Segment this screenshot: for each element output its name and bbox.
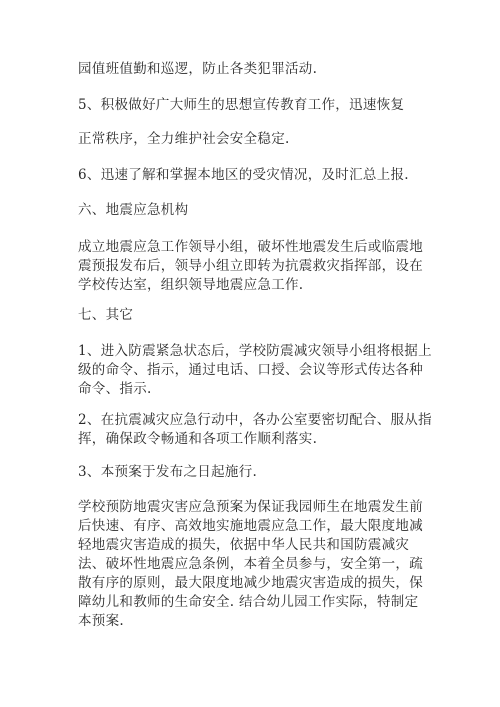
text-line: 5、积极做好广大师生的思想宣传教育工作，迅速恢复 (78, 97, 405, 113)
text-line: 6、迅速了解和掌握本地区的受灾情况，及时汇总上报. (78, 167, 409, 183)
paragraph-item-2 (78, 411, 432, 449)
text-line: 学校预防地震灾害应急预案为保证我园师生在地震发生前 (78, 499, 423, 515)
text-line: 法、破坏性地震应急条例，本着全员参与，安全第一，疏 (78, 556, 423, 572)
text-line: 障幼儿和教师的生命安全. 结合幼儿园工作实际，特制定 (78, 594, 419, 610)
section-heading-7 (78, 306, 426, 325)
paragraph-summary (78, 498, 426, 631)
text-line: 命令、指示. (78, 381, 152, 397)
text-line: 正常秩序，全力维护社会安全稳定. (78, 131, 290, 147)
text-line: 1、进入防震紧急状态后，学校防震减灾领导小组将根据上 (78, 343, 432, 359)
text-line: 3、本预案于发布之日起施行. (78, 464, 258, 480)
text-line: 2、在抗震减灾应急行动中，各办公室要密切配合、服从指 (78, 412, 432, 428)
text-line: 散有序的原则，最大限度地减少地震灾害造成的损失，保 (78, 575, 423, 591)
paragraph-item-3 (78, 463, 426, 482)
paragraph-item-1 (78, 342, 432, 399)
text-line: 后快速、有序、高效地实施地震应急工作，最大限度地减 (78, 518, 423, 534)
text-line: 学校传达室，组织领导地震应急工作. (78, 277, 304, 293)
paragraph-item-5 (78, 96, 426, 115)
paragraph-patrol (78, 60, 426, 79)
text-line: 挥，确保政令畅通和各项工作顺利落实. (78, 431, 318, 447)
text-line: 园值班值勤和巡逻，防止各类犯罪活动. (78, 61, 318, 77)
paragraph-item-5-cont (78, 130, 426, 149)
text-line: 六、地震应急机构 (78, 202, 189, 218)
paragraph-emergency-org (78, 238, 426, 295)
paragraph-item-6 (78, 166, 426, 185)
text-line: 七、其它 (78, 307, 134, 323)
text-line: 本预案. (78, 613, 124, 629)
section-heading-6 (78, 201, 426, 220)
text-line: 震预报发布后，领导小组立即转为抗震救灾指挥部，设在 (78, 258, 423, 274)
text-line: 轻地震灾害造成的损失，依据中华人民共和国防震减灾 (78, 537, 410, 553)
text-line: 成立地震应急工作领导小组，破坏性地震发生后或临震地 (78, 239, 423, 255)
text-line: 级的命令、指示，通过电话、口授、会议等形式传达各种 (78, 362, 423, 378)
